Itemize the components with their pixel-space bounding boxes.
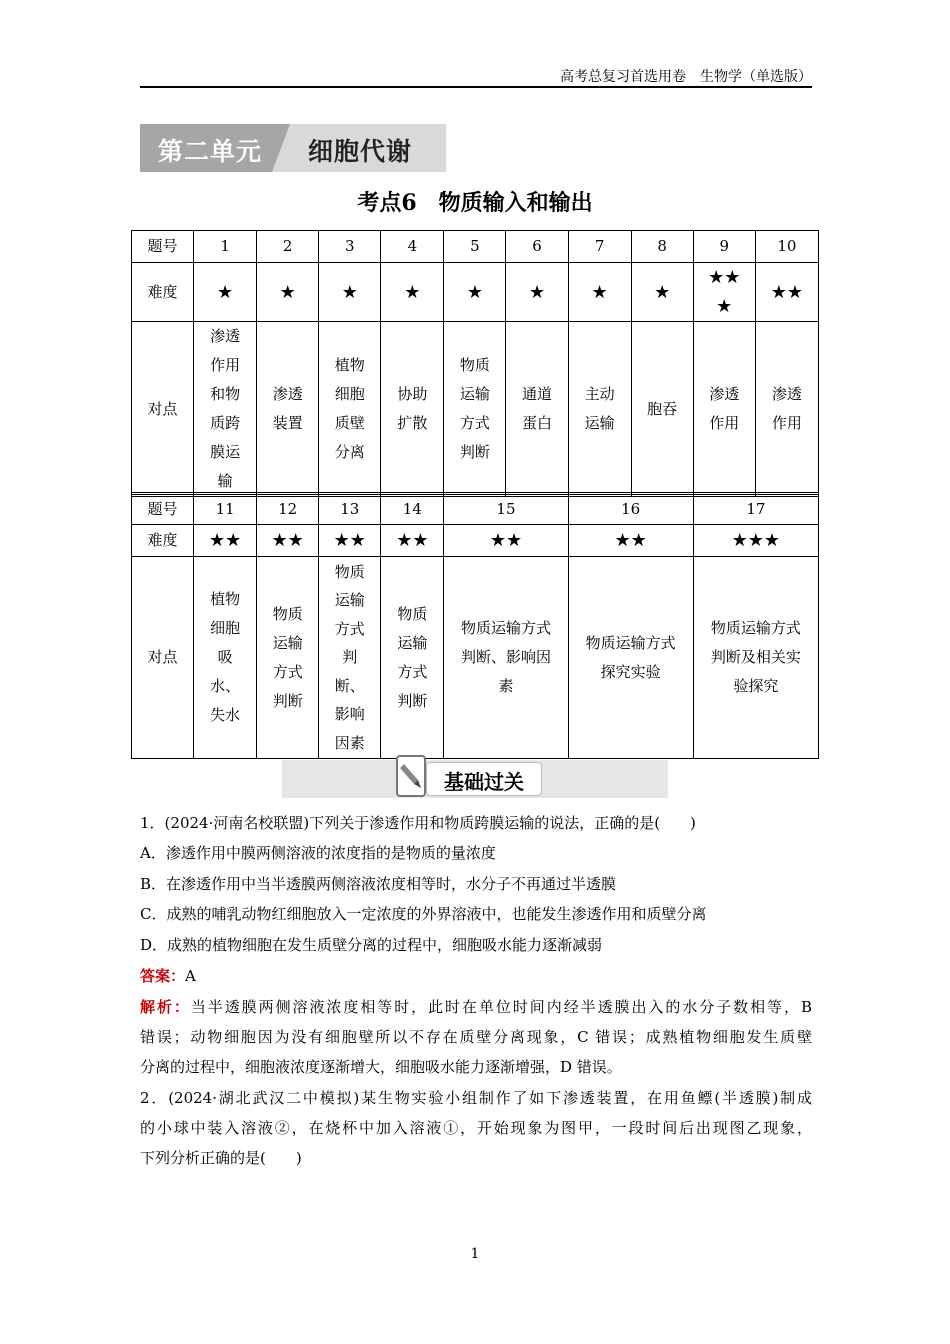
section-label-box (426, 762, 542, 796)
topic-point: 物质 运输 方式 判断 (257, 557, 319, 759)
question-number: 12 (257, 494, 319, 525)
q1-option-b: B．在渗透作用中当半透膜两侧溶液浓度相等时，水分子不再通过半透膜 (140, 875, 617, 893)
unit-banner (140, 124, 446, 172)
difficulty-stars: ★★ (257, 525, 319, 557)
topic-point: 协助 扩散 (381, 322, 444, 497)
topic-point: 渗透 作用 和物 质跨 膜运 输 (194, 322, 257, 497)
question-number: 5 (444, 231, 506, 263)
row-label-number: 题号 (132, 494, 194, 525)
section-label: 基础过关 (444, 770, 524, 794)
difficulty-stars: ★★★ (693, 525, 818, 557)
section-banner (282, 760, 668, 798)
question-number: 2 (257, 231, 319, 263)
topic-point: 物质运输方式 判断及相关实 验探究 (693, 557, 818, 759)
table-row (132, 322, 819, 497)
answer-label: 答案： (140, 967, 186, 985)
topic-point: 胞吞 (631, 322, 693, 497)
difficulty-stars: ★★ (319, 525, 381, 557)
difficulty-stars: ★ (194, 263, 257, 322)
difficulty-table-1 (131, 230, 819, 497)
table-row (132, 525, 819, 557)
q1-option-c: C．成熟的哺乳动物红细胞放入一定浓度的外界溶液中，也能发生渗透作用和质壁分离 (140, 905, 707, 923)
topic-point: 渗透 装置 (257, 322, 319, 497)
topic-point: 物质运输方式 判断、影响因 素 (444, 557, 568, 759)
answer-value: A (185, 967, 196, 985)
header-rule (140, 86, 812, 88)
table-row (132, 231, 819, 263)
question-number: 3 (319, 231, 381, 263)
analysis-label: 解析： (140, 998, 191, 1016)
difficulty-stars: ★★ (444, 525, 568, 557)
topic-point: 物质运输方式 探究实验 (568, 557, 693, 759)
q1-option-a: A．渗透作用中膜两侧溶液的浓度指的是物质的量浓度 (140, 844, 496, 862)
topic-point: 物质 运输 方式 判断 (444, 322, 506, 497)
difficulty-stars: ★★ (194, 525, 257, 557)
question-number: 11 (194, 494, 257, 525)
row-label-point: 对点 (132, 557, 194, 759)
difficulty-stars: ★ (506, 263, 568, 322)
unit-label: 第二单元 (158, 137, 263, 166)
difficulty-stars: ★★ (381, 525, 444, 557)
row-label-number: 题号 (132, 231, 194, 263)
question-number: 8 (631, 231, 693, 263)
question-number: 7 (568, 231, 631, 263)
question-number: 14 (381, 494, 444, 525)
pencil-icon (394, 750, 428, 800)
q1-analysis-line: 分离的过程中，细胞液浓度逐渐增大，细胞吸水能力逐渐增强，D 错误。 (140, 1058, 622, 1076)
q1-option-d: D．成熟的植物细胞在发生质壁分离的过程中，细胞吸水能力逐渐减弱 (140, 936, 603, 954)
table-row (132, 263, 819, 322)
analysis-text: 当半透膜两侧溶液浓度相等时，此时在单位时间内经半透膜出入的水分子数相等，B (190, 998, 812, 1016)
difficulty-stars: ★★ (755, 263, 818, 322)
difficulty-stars: ★ (631, 263, 693, 322)
row-label-difficulty: 难度 (132, 263, 194, 322)
question-number: 13 (319, 494, 381, 525)
q1-analysis-line (140, 996, 812, 1017)
q2-stem-line: 的小球中装入溶液②，在烧杯中加入溶液①，开始现象为图甲，一段时间后出现图乙现象， (140, 1119, 812, 1137)
row-label-point: 对点 (132, 322, 194, 497)
topic-point: 植物 细胞 吸 水、 失水 (194, 557, 257, 759)
question-number: 6 (506, 231, 568, 263)
question-number: 15 (444, 494, 568, 525)
running-header: 高考总复习首选用卷 生物学（单选版） (560, 69, 812, 85)
table-row (132, 557, 819, 759)
topic-point: 物质 运输 方式 判 断、 影响 因素 (319, 557, 381, 759)
question-number: 4 (381, 231, 444, 263)
question-number: 1 (194, 231, 257, 263)
question-number: 16 (568, 494, 693, 525)
difficulty-stars: ★ (568, 263, 631, 322)
table-row (132, 494, 819, 525)
q1-analysis-line: 错误；动物细胞因为没有细胞壁所以不存在质壁分离现象，C 错误；成熟植物细胞发生质壁 (140, 1028, 812, 1046)
question-number: 17 (693, 494, 818, 525)
difficulty-stars: ★★ (568, 525, 693, 557)
difficulty-table-2 (131, 492, 819, 759)
topic-point: 物质 运输 方式 判断 (381, 557, 444, 759)
topic-point: 植物 细胞 质壁 分离 (319, 322, 381, 497)
row-label-difficulty: 难度 (132, 525, 194, 557)
q1-stem: 1．(2024·河南名校联盟)下列关于渗透作用和物质跨膜运输的说法，正确的是( ) (140, 814, 696, 832)
unit-title: 细胞代谢 (308, 137, 413, 166)
topic-point: 渗透 作用 (693, 322, 755, 497)
difficulty-stars: ★ (444, 263, 506, 322)
q2-stem-line: 下列分析正确的是( ) (140, 1149, 302, 1167)
question-number: 10 (755, 231, 818, 263)
topic-title: 考点6 物质输入和输出 (357, 190, 593, 216)
difficulty-stars: ★ (257, 263, 319, 322)
topic-point: 通道 蛋白 (506, 322, 568, 497)
difficulty-stars: ★ (381, 263, 444, 322)
question-number: 9 (693, 231, 755, 263)
q2-stem-line: 2．(2024·湖北武汉二中模拟)某生物实验小组制作了如下渗透装置，在用鱼鳔(半透膜)制成 (140, 1089, 812, 1107)
difficulty-stars: ★ (319, 263, 381, 322)
page-number: 1 (470, 1246, 480, 1262)
topic-point: 渗透 作用 (755, 322, 818, 497)
topic-point: 主动 运输 (568, 322, 631, 497)
q1-answer (140, 965, 812, 986)
difficulty-stars: ★★ ★ (693, 263, 755, 322)
